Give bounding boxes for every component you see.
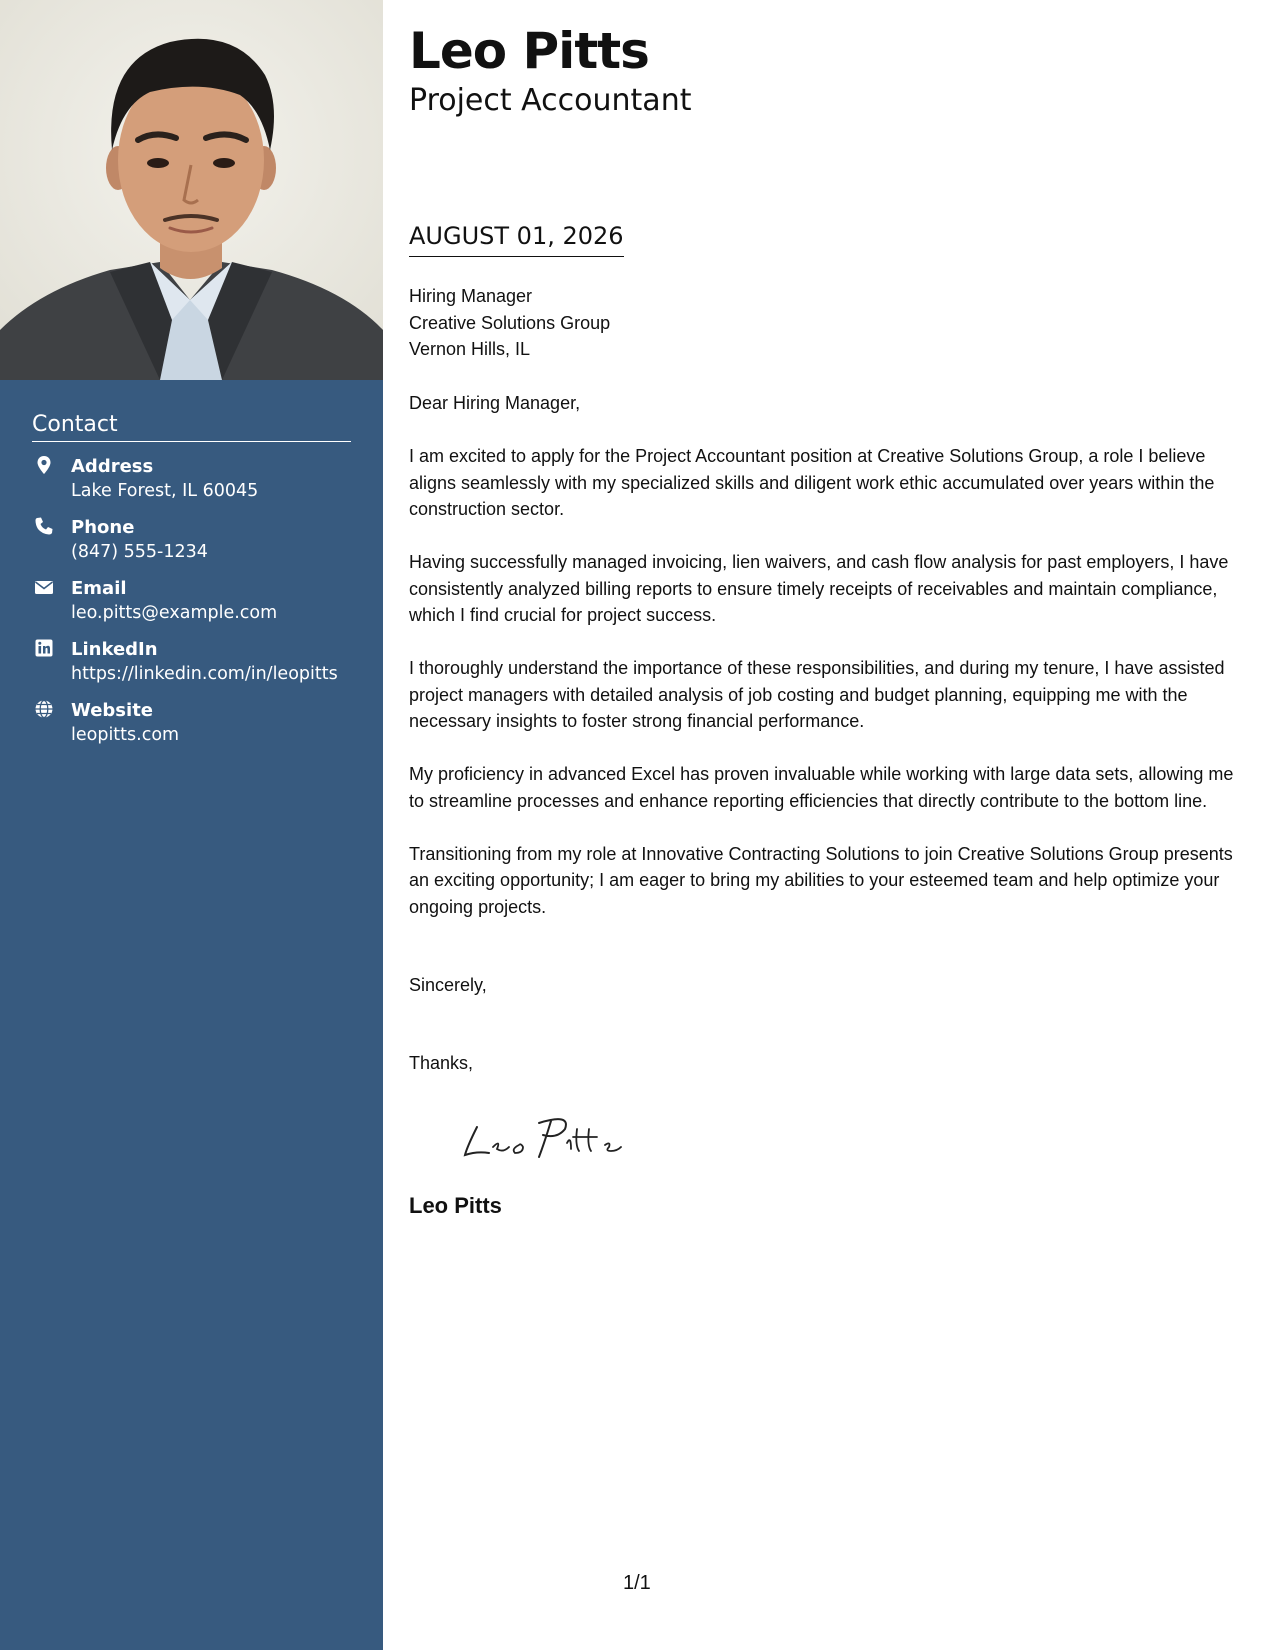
page-number: 1/1 <box>623 1572 651 1594</box>
website-value[interactable]: leopitts.com <box>71 725 180 745</box>
handwritten-signature <box>459 1105 629 1165</box>
contact-label: Phone <box>71 517 135 538</box>
contact-item-linkedin <box>32 637 351 686</box>
phone-icon <box>34 516 54 536</box>
contact-item-website <box>32 698 351 747</box>
linkedin-icon <box>34 638 54 658</box>
letter-paragraphs <box>409 443 1249 947</box>
sidebar <box>0 0 383 1650</box>
thanks: Thanks, <box>409 1053 474 1073</box>
applicant-role: Project Accountant <box>409 83 692 118</box>
recipient-line: Hiring Manager <box>409 286 533 306</box>
email-value[interactable]: leo.pitts@example.com <box>71 603 278 623</box>
salutation: Dear Hiring Manager, <box>409 393 581 413</box>
paragraph: I am excited to apply for the Project Accountant position at Creative Solutions Group, a role I believe aligns seamlessly with my specialized skills and diligent work ethic accumulated over years within the construction sector. <box>409 446 1215 519</box>
contact-heading: Contact <box>32 412 351 442</box>
phone-value[interactable]: (847) 555-1234 <box>71 542 208 562</box>
contact-section <box>32 412 351 747</box>
recipient-block <box>409 283 610 363</box>
contact-item-email <box>32 576 351 625</box>
contact-label: LinkedIn <box>71 639 158 660</box>
applicant-name: Leo Pitts <box>409 22 649 80</box>
paragraph: Transitioning from my role at Innovative Contracting Solutions to join Creative Solutions Group presents an exciting opportunity; I am eager to bring my abilities to your esteemed team and help optimize your ongoing projects. <box>409 843 1233 917</box>
globe-icon <box>34 699 54 719</box>
contact-item-phone <box>32 515 351 564</box>
map-marker-icon <box>34 455 54 475</box>
contact-item-address <box>32 454 351 503</box>
contact-label: Website <box>71 700 154 721</box>
paragraph: Having successfully managed invoicing, lien waivers, and cash flow analysis for past employers, I have consistently analyzed billing reports to ensure timely receipts of receivables and maintain compliance, which I find crucial for project success. <box>409 552 1229 625</box>
recipient-line: Vernon Hills, IL <box>409 339 531 359</box>
contact-label: Address <box>71 456 154 477</box>
letter-date: AUGUST 01, 2026 <box>409 222 624 257</box>
envelope-icon <box>34 577 54 597</box>
recipient-line: Creative Solutions Group <box>409 312 611 333</box>
paragraph: My proficiency in advanced Excel has proven invaluable while working with large data sets, allowing me to streamline processes and enhance reporting efficiencies that directly contribute to the bottom line. <box>409 764 1234 811</box>
paragraph: I thoroughly understand the importance of these responsibilities, and during my tenure, I have assisted project managers with detailed analysis of job costing and budget planning, equipping me with the necessary insights to foster strong financial performance. <box>409 658 1225 731</box>
profile-photo <box>0 0 383 380</box>
signed-name: Leo Pitts <box>409 1193 502 1218</box>
linkedin-value[interactable]: https://linkedin.com/in/leopitts <box>71 664 338 684</box>
contact-label: Email <box>71 578 127 599</box>
address-value: Lake Forest, IL 60045 <box>71 481 259 501</box>
closing: Sincerely, <box>409 975 487 995</box>
